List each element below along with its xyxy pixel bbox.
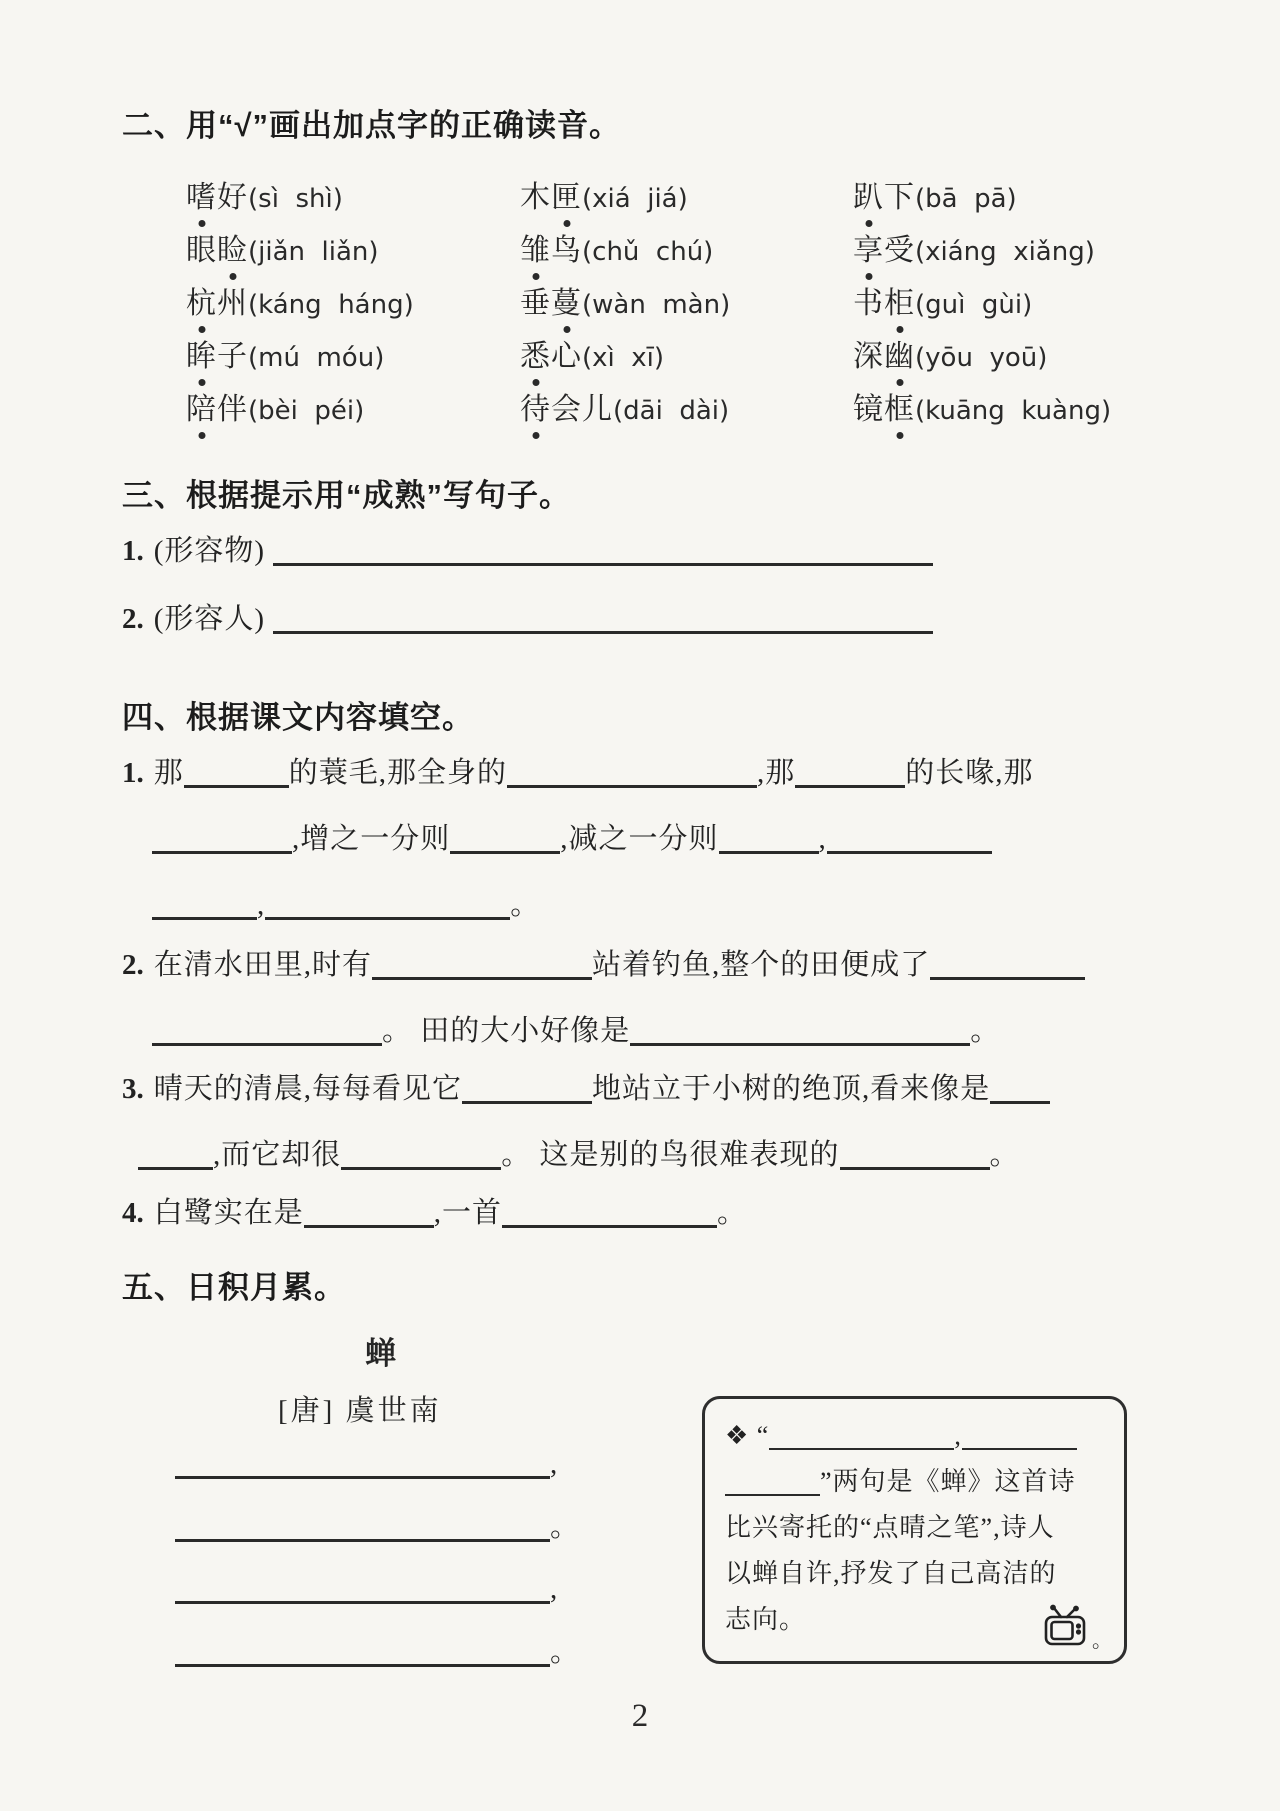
text-segment: 。 [510, 889, 541, 921]
word: 垂蔓 [520, 287, 582, 320]
text-segment: ”两句是《蝉》这首诗 [820, 1467, 1076, 1496]
item-number: 1. [122, 757, 144, 789]
answer-blank[interactable] [152, 889, 257, 920]
text-segment: 志向。 [725, 1605, 807, 1634]
poem-author: [唐] 虞世南 [278, 1395, 442, 1427]
text-segment: 站着钓鱼,整个的田便成了 [592, 949, 931, 981]
dotted-char: 蔓 [551, 278, 582, 322]
text-segment: 。 [550, 1511, 581, 1543]
answer-blank[interactable] [719, 823, 819, 854]
text-segment: , [257, 889, 266, 921]
pinyin-options[interactable]: (káng háng) [248, 290, 414, 320]
text-segment: 地站立于小树的绝顶,看来像是 [592, 1073, 991, 1105]
pronunciation-item [186, 331, 520, 384]
pronunciation-item [520, 225, 853, 278]
poem-line-2 [175, 1506, 580, 1548]
item-number: 2. [122, 949, 144, 981]
answer-blank[interactable] [507, 757, 757, 788]
text-segment: 在清水田里,时有 [153, 949, 373, 981]
answer-blank[interactable] [138, 1139, 213, 1170]
word: 眸子 [186, 340, 248, 373]
item-number: 3. [122, 1073, 144, 1105]
answer-blank[interactable] [725, 1470, 820, 1496]
answer-blank[interactable] [175, 1448, 550, 1479]
text-segment: ❖ “ [725, 1421, 770, 1450]
s3-item2-line [122, 598, 933, 640]
dotted-char: 雏 [520, 225, 551, 269]
answer-blank[interactable] [175, 1573, 550, 1604]
pinyin-options[interactable]: (yōu yoū) [915, 343, 1048, 373]
word: 嗜好 [186, 181, 248, 214]
hint-end-punct: 。 [1092, 1630, 1112, 1652]
word: 木匣 [520, 181, 582, 214]
s4-item3-line2 [138, 1134, 1020, 1176]
answer-blank[interactable] [769, 1424, 954, 1450]
hint-line-4 [725, 1551, 1108, 1597]
word: 雏鸟 [520, 234, 582, 267]
dotted-char: 悉 [520, 331, 551, 375]
word: 深幽 [853, 340, 915, 373]
pronunciation-item [853, 225, 1196, 278]
text-segment: 白鹭实在是 [153, 1197, 304, 1229]
answer-blank[interactable] [265, 889, 510, 920]
word: 杭州 [186, 287, 248, 320]
word: 待会儿 [520, 393, 613, 426]
pinyin-options[interactable]: (mú móu) [248, 343, 385, 373]
pronunciation-item [186, 384, 520, 437]
word: 镜框 [853, 393, 915, 426]
hint-line-3 [725, 1505, 1108, 1551]
answer-blank[interactable] [450, 823, 560, 854]
text-segment: 。 田的大小好像是 [382, 1015, 631, 1047]
pronunciation-item [520, 278, 853, 331]
section2-heading: 二、用“√”画出加点字的正确读音。 [122, 108, 622, 143]
dotted-char: 趴 [853, 172, 884, 216]
text-segment: 。 [989, 1139, 1020, 1171]
answer-blank[interactable] [273, 603, 933, 634]
dotted-char: 杭 [186, 278, 217, 322]
item-number: 2. [122, 603, 144, 635]
text-segment: , [550, 1448, 559, 1480]
pronunciation-grid [186, 172, 1196, 437]
text-segment: 比兴寄托的“点晴之笔”,诗人 [725, 1513, 1055, 1542]
text-segment: ,那 [757, 757, 796, 789]
pronunciation-item [853, 172, 1196, 225]
poem-line-1 [175, 1443, 558, 1485]
pinyin-options[interactable]: (xì xī) [582, 343, 665, 373]
poem-title: 蝉 [365, 1336, 398, 1371]
pinyin-options[interactable]: (jiǎn liǎn) [248, 237, 379, 267]
s4-item1-line2 [152, 818, 992, 860]
dotted-char: 享 [853, 225, 884, 269]
dotted-char: 嗜 [186, 172, 217, 216]
word: 趴下 [853, 181, 915, 214]
text-segment: 的蓑毛,那全身的 [288, 757, 508, 789]
pronunciation-item [853, 331, 1196, 384]
hint-line-2 [725, 1459, 1108, 1505]
pinyin-options[interactable]: (wàn màn) [582, 290, 731, 320]
text-segment: ,而它却很 [213, 1139, 342, 1171]
word: 眼睑 [186, 234, 248, 267]
s4-item3-line1 [122, 1068, 1050, 1110]
section5-heading: 五、日积月累。 [122, 1270, 346, 1305]
word: 书柜 [853, 287, 915, 320]
answer-blank[interactable] [962, 1424, 1077, 1450]
answer-blank[interactable] [630, 1015, 970, 1046]
pronunciation-item [186, 172, 520, 225]
text-segment: (形容人) [153, 603, 274, 635]
answer-blank[interactable] [930, 949, 1085, 980]
text-segment: 晴天的清晨,每每看见它 [153, 1073, 463, 1105]
answer-blank[interactable] [990, 1073, 1050, 1104]
tv-icon [1042, 1604, 1112, 1653]
pinyin-options[interactable]: (sì shì) [248, 184, 343, 214]
answer-blank[interactable] [341, 1139, 501, 1170]
word: 陪伴 [186, 393, 248, 426]
text-segment: ,减之一分则 [560, 823, 719, 855]
text-segment: 。 [550, 1636, 581, 1668]
s4-item1-line1 [122, 752, 1034, 794]
dotted-char: 睑 [217, 225, 248, 269]
page-number: 2 [631, 1698, 649, 1734]
pinyin-options[interactable]: (dāi dài) [613, 396, 730, 426]
text-segment: 那 [153, 757, 184, 789]
s4-item2-line1 [122, 944, 1085, 986]
dotted-char: 眸 [186, 331, 217, 375]
text-segment: , [818, 823, 827, 855]
pinyin-options[interactable]: (bèi péi) [248, 396, 365, 426]
answer-blank[interactable] [462, 1073, 592, 1104]
dotted-char: 匣 [551, 172, 582, 216]
pinyin-options[interactable]: (kuāng kuàng) [915, 396, 1112, 426]
section4-heading: 四、根据课文内容填空。 [122, 700, 474, 735]
item-number: 4. [122, 1197, 144, 1229]
section3-heading: 三、根据提示用“成熟”写句子。 [122, 478, 571, 513]
text-segment: ,增之一分则 [292, 823, 451, 855]
text-segment: , [954, 1421, 962, 1450]
dotted-char: 柜 [884, 278, 915, 322]
pronunciation-item [520, 331, 853, 384]
pronunciation-item [853, 278, 1196, 331]
text-segment: 。 [970, 1015, 1001, 1047]
pronunciation-item [520, 384, 853, 437]
answer-blank[interactable] [273, 535, 933, 566]
answer-blank[interactable] [152, 1015, 382, 1046]
hint-line-1 [725, 1413, 1108, 1459]
word: 享受 [853, 234, 915, 267]
text-segment: ,一首 [433, 1197, 503, 1229]
s4-item4-line1 [122, 1192, 747, 1234]
s3-item1-line [122, 530, 933, 572]
dotted-char: 框 [884, 384, 915, 428]
answer-blank[interactable] [840, 1139, 990, 1170]
dotted-char: 幽 [884, 331, 915, 375]
dotted-char: 陪 [186, 384, 217, 428]
text-segment: 以蝉自许,抒发了自己高洁的 [725, 1559, 1057, 1588]
s4-item1-line3 [152, 884, 540, 926]
answer-blank[interactable] [175, 1636, 550, 1667]
answer-blank[interactable] [175, 1511, 550, 1542]
pinyin-options[interactable]: (xiá jiá) [582, 184, 688, 214]
pronunciation-item [186, 225, 520, 278]
pinyin-options[interactable]: (bā pā) [915, 184, 1017, 214]
pinyin-options[interactable]: (xiáng xiǎng) [915, 237, 1095, 267]
text-segment: 。 这是别的鸟很难表现的 [501, 1139, 840, 1171]
answer-blank[interactable] [502, 1197, 717, 1228]
pinyin-options[interactable]: (chǔ chú) [582, 237, 714, 267]
pronunciation-item [520, 172, 853, 225]
answer-blank[interactable] [152, 823, 292, 854]
answer-blank[interactable] [304, 1197, 434, 1228]
text-segment: 的长喙,那 [905, 757, 1034, 789]
dotted-char: 待 [520, 384, 551, 428]
hint-box [702, 1396, 1127, 1664]
text-segment: (形容物) [153, 535, 274, 567]
item-number: 1. [122, 535, 144, 567]
answer-blank[interactable] [827, 823, 992, 854]
poem-line-3 [175, 1568, 558, 1610]
text-segment: , [550, 1573, 559, 1605]
pronunciation-item [853, 384, 1196, 437]
poem-line-4 [175, 1631, 580, 1673]
answer-blank[interactable] [184, 757, 289, 788]
text-segment: 。 [717, 1197, 748, 1229]
answer-blank[interactable] [372, 949, 592, 980]
word: 悉心 [520, 340, 582, 373]
pronunciation-item [186, 278, 520, 331]
s4-item2-line2 [152, 1010, 1000, 1052]
pinyin-options[interactable]: (guì gùi) [915, 290, 1033, 320]
answer-blank[interactable] [795, 757, 905, 788]
